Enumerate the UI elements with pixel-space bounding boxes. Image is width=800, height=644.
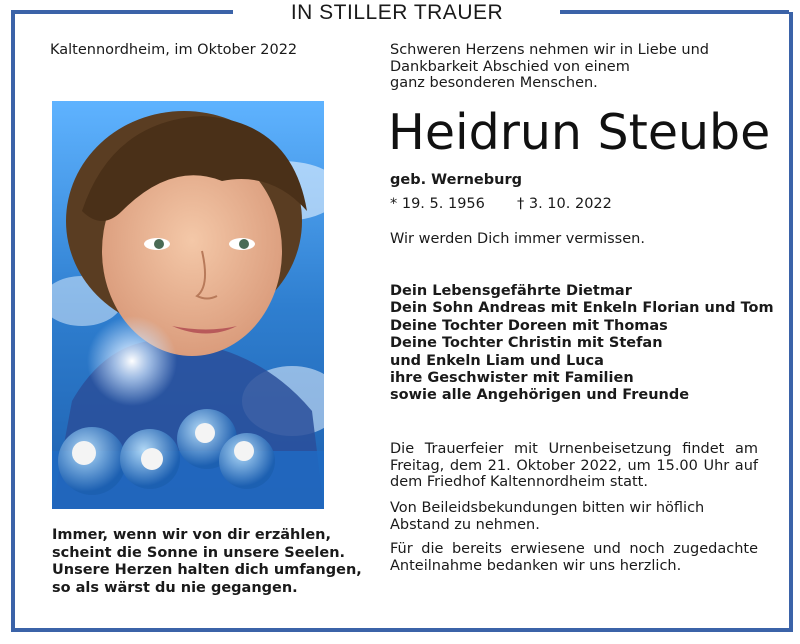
place-date: Kaltennordheim, im Oktober 2022	[50, 42, 298, 58]
life-dates	[390, 196, 612, 212]
mourner-line: Deine Tochter Christin mit Stefan	[390, 335, 663, 352]
mourner-line: sowie alle Angehörigen und Freunde	[390, 387, 690, 404]
birth-date: * 19. 5. 1956	[390, 196, 485, 212]
intro-line: Dankbarkeit Abschied von einem	[390, 58, 630, 75]
intro-line: Schweren Herzens nehmen wir in Liebe und	[390, 42, 709, 58]
header-rule-left	[11, 10, 233, 14]
portrait-photo	[52, 101, 324, 509]
mourners-list	[390, 283, 774, 405]
mourner-line: Deine Tochter Doreen mit Thomas	[390, 317, 668, 334]
thanks-line: Für die bereits erwiesene und noch zugedachte	[390, 541, 758, 557]
condolence-note	[390, 500, 704, 534]
poem-line: so als wärst du nie gegangen.	[52, 579, 298, 596]
mourner-line: ihre Geschwister mit Familien	[390, 370, 634, 387]
header-title: IN STILLER TRAUER	[290, 1, 504, 24]
poem-line: Immer, wenn wir von dir erzählen,	[52, 527, 332, 543]
mourner-line: Dein Lebensgefährte Dietmar	[390, 283, 632, 299]
miss-text: Wir werden Dich immer vermissen.	[390, 231, 645, 247]
mourner-line: Dein Sohn Andreas mit Enkeln Florian und Tom	[390, 300, 774, 317]
condolence-line: Abstand zu nehmen.	[390, 517, 540, 533]
service-line: Die Trauerfeier mit Urnenbeisetzung findet am	[390, 441, 758, 457]
condolence-line: Von Beileidsbekundungen bitten wir höflich	[390, 500, 705, 516]
service-line: dem Friedhof Kaltennordheim statt.	[390, 474, 648, 490]
intro-line: ganz besonderen Menschen.	[390, 75, 598, 91]
mourner-line: und Enkeln Liam und Luca	[390, 352, 604, 369]
header-rule-right	[560, 10, 789, 14]
service-line: Freitag, dem 21. Oktober 2022, um 15.00 Uhr auf	[390, 457, 758, 474]
service-info	[390, 441, 758, 491]
poem-line: Unsere Herzen halten dich umfangen,	[52, 562, 362, 578]
poem-line: scheint die Sonne in unsere Seelen.	[52, 544, 346, 561]
thanks-line: Anteilnahme bedanken wir uns herzlich.	[390, 558, 682, 574]
intro-text	[390, 42, 709, 92]
deceased-name: Heidrun Steube	[388, 104, 771, 161]
death-date: † 3. 10. 2022	[517, 196, 612, 212]
thanks-note	[390, 541, 758, 575]
birth-name: geb. Werneburg	[390, 172, 523, 188]
poem	[52, 527, 362, 597]
